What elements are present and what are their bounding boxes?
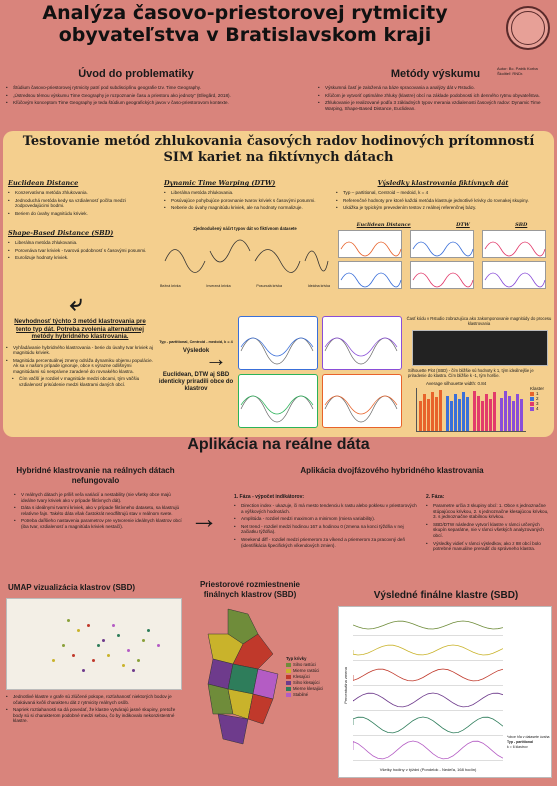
phase1-title: 1. Fáza - výpočet indikátorov: [234, 494, 305, 500]
phase1-item: • Amplitúda - rozdiel medzi maximom a minimom (miera variability). [234, 516, 419, 522]
umap-point [107, 654, 110, 657]
unsuitable-item: • Magnitúda percentuálnej zmeny odráža dynamiku objemu populácie. Ak sa v našom prípade ignoruje, obce s výrazne odlišnými magnitúdami sú nesprávne zaradené do rovnakého klastra. [6, 358, 154, 375]
umap-point [122, 664, 125, 667]
final-cluster-panel [353, 638, 503, 661]
silhouette-legend-item: 4 [530, 406, 544, 411]
phase2-title: 2. Fáza: [426, 494, 445, 500]
euclid-item: • Konzervatívna metóda zhlukovania. [8, 190, 156, 196]
unsuitable-item: • Čím väčší je rozdiel v magnitúde medzi obcami, tým väčšiu vzdialenosť prisúdenie medzi klastrami daných obcí. [12, 376, 154, 387]
curve-ideal [305, 251, 328, 271]
final-cluster-panel [353, 663, 503, 686]
results-mini-panel [410, 230, 474, 258]
umap-point [147, 629, 150, 632]
dtw-title: Dynamic Time Warping (DTW) [164, 179, 276, 187]
umap-heading: UMAP vizualizácia klastrov (SBD) [8, 583, 136, 592]
umap-item: • Napriek roztiahanosti sa dá povedať, že klastre vytvárajú jasné skupiny, pretože body sú si charakterom podobné medzi sebou, čo by indikovalo nekonzistentné klastre. [6, 707, 182, 724]
final-cluster-panel [353, 613, 503, 636]
final-figure [338, 606, 552, 778]
phase2-item: • Výsledky vidieť v rámci výsledkov, ako z 88 obcí bolo potrebné manuálne preradiť do správneho klastra. [426, 541, 552, 552]
umap-point [87, 624, 90, 627]
euclid-title: Euclidean Distance [8, 179, 79, 187]
hybrid-block [8, 466, 183, 532]
result-text: Euclidean, DTW aj SBD identicky priradili obce do klastrov [158, 372, 234, 392]
code-screenshot [412, 330, 548, 366]
results-item: • Referenčné hodnoty pre ktoré každá metóda klastruje jednotlivé krivky do rovnakej skupiny. [336, 198, 550, 204]
cluster-box [322, 374, 402, 428]
final-legend-title: Typ - partitional [507, 740, 533, 744]
final-legend [507, 735, 549, 750]
silhouette-bar [450, 401, 453, 431]
cluster-box [322, 316, 402, 370]
umap-point [67, 619, 70, 622]
results-title: Výsledky klastrovania fiktívnych dát [377, 179, 509, 187]
unsuitable-item: • Vyhľadávanie hybridného klastrovania - berie do úvahy tvar kriviek aj magnitúdu kriviek. [6, 345, 154, 356]
sbd-item: • Porovnáva tvar kriviek - tvarová podobnosť s časovými posunmi. [8, 248, 156, 254]
silhouette-bar [477, 396, 480, 431]
umap-point [112, 624, 115, 627]
final-cluster-panel [353, 713, 503, 736]
silhouette-bar [473, 391, 476, 431]
umap-item: • Jednotlivé klastre v grafe sú zlúčené pokope, rozťahanosť niektorých bodov je očakávaná kvôli charakteru dát z rytmicity reálnych osôb. [6, 694, 182, 705]
silhouette-bar [423, 394, 426, 431]
intro-heading: Úvod do problematiky [78, 68, 194, 80]
map-legend-item: Stabilné [286, 692, 332, 698]
map-legend-item: Silno rastúci [286, 662, 332, 668]
umap-point [62, 644, 65, 647]
phase2-item: • Parametre určia 3 skupiny obcí: 1. Obce s jednoznačne stúpajúcou krivkou, 2. s jednoznačne klesajúcou krivkou, 3. s jednoznačne stabilnou krivkou. [426, 503, 552, 520]
phase2-item: • SBD/DTW následne vytvorí klastre v rámci určených skupín separátne, nie v rámci všetkých analyzovaných obcí. [426, 522, 552, 539]
legend-title: Klaster [530, 386, 545, 391]
silhouette-bar [512, 401, 515, 431]
silhouette-title: Average silhouette width: 0.84 [426, 381, 487, 386]
curve-inverse [210, 240, 250, 262]
map-legend-item: Mierne rastúci [286, 668, 332, 674]
hybrid-item: • Potreba daľšieho nastavenia parametrov pre vytvorenie ideálnych klastrov obcí (iba tvar, vzdialenosť a magnitúda kriviek nestačí). [14, 518, 183, 529]
final-legend-sub: k = 6 klastrov [507, 745, 528, 749]
silhouette-bar [427, 399, 430, 431]
fict-label: Posunutá krivka [256, 284, 282, 289]
silhouette-plot [416, 388, 526, 432]
umap-point [92, 659, 95, 662]
hybrid-item: • V reálnych dátach je príliš veľa variácií a nestability (nie všetky obce majú ideálne tvary kriviek ako v prípade fiktívnych dát). [14, 492, 183, 503]
umap-point [127, 649, 130, 652]
final-panels [353, 613, 503, 763]
methods-item: • Zhlukovanie je realizované podľa 3 základných typov merania vzdialenosti časových radov: Dynamic Time Warping, Shape-Based Distance, Euclidean. [318, 100, 553, 111]
curve-normal [165, 250, 205, 273]
poster-title: Analýza časovo-priestorovej rytmicity obyvateľstva v Bratislavskom kraji [42, 2, 448, 46]
cluster-box [238, 316, 318, 370]
intro-item: • Štúdium časovo-priestorovej rytmicity patrí pod subdisciplínu geografie tzv. Time Geography. [6, 85, 266, 91]
cluster-figure [238, 316, 404, 430]
dtw-item: • Liberálna metóda zhlukovania. [164, 190, 324, 196]
results-mini-panel [482, 261, 546, 289]
silhouette-bar [431, 392, 434, 431]
silhouette-bar [435, 397, 438, 431]
umap-point [77, 629, 80, 632]
silhouette-bar [446, 396, 449, 431]
dtw-block [164, 179, 324, 213]
silhouette-bar [504, 391, 507, 431]
umap-point [52, 659, 55, 662]
code-caption: Časť kódu v Rstudio zobrazujúca ako zakomponovanie magnitúdy do procesu klastrovania [406, 316, 552, 327]
sbd-item: • Liberálna metóda zhlukovania. [8, 240, 156, 246]
results-item: • Ukážka je typickým prevedením testov z reálnej referenčnej bázy. [336, 205, 550, 211]
silhouette-bar [520, 399, 523, 431]
phase2-block [426, 494, 552, 554]
methods-heading: Metódy výskumu [390, 68, 481, 80]
phase1-item: • Weekend diff - rozdiel medzi priemerom za víkend a priemerom za pracovný deň (identifikácia špecifických víkendových zmien). [234, 537, 419, 548]
fictitious-curves [160, 233, 330, 279]
results-col-dtw: DTW [456, 222, 470, 228]
umap-notes [6, 694, 182, 726]
final-ylabel: Percentuálna zmena [343, 667, 348, 704]
down-arrow-icon: ⤶ [70, 290, 83, 315]
final-heading: Výsledné finálne klastre (SBD) [373, 590, 519, 601]
euclid-item: • Jednoduchá metóda kedy sa vzdialenosť počíta medzi zodpovedajúcimi bodmi. [8, 198, 156, 209]
fict-label: Bežná krivka [160, 284, 181, 289]
silhouette-bar [466, 397, 469, 431]
silhouette-legend [530, 386, 544, 411]
right-arrow-icon: → [205, 346, 227, 371]
map-municipality [228, 664, 258, 694]
map-legend-item: Klesajúci [286, 674, 332, 680]
umap-point [82, 669, 85, 672]
silhouette-bar [489, 399, 492, 431]
curve-shifted [255, 250, 300, 273]
map-legend-title: Typ krivky [286, 656, 307, 661]
result-label: Výsledok [182, 348, 210, 354]
final-cluster-panel [353, 738, 503, 761]
silhouette-legend-item: 1 [530, 391, 544, 396]
phase1-block [234, 494, 419, 550]
silhouette-bar [439, 390, 442, 431]
map-municipality [218, 714, 248, 744]
umap-point [117, 634, 120, 637]
map-legend [286, 656, 332, 698]
silhouette-bar [508, 396, 511, 431]
right-arrow-icon: → [190, 503, 218, 534]
final-xlabel: Všetky hodiny v týždni (Pondelok - Nedeľa, 168 hodín) [379, 767, 477, 772]
map-legend-item: Silno klesajúci [286, 680, 332, 686]
silhouette-bar [419, 401, 422, 431]
silhouette-bar [493, 392, 496, 431]
unsuitable-heading: Nevhodnosť týchto 3 metód klastrovania pre tento typ dát. Potreba zvolenia alternatívnej metódy hybridného klastrovania. [14, 318, 146, 340]
advisor-line: Školiteľ: RNDr. [497, 71, 524, 76]
dtw-item: • Neberie do úvahy magnitúdu kriviek, ale na hodnoty normalizuje. [164, 205, 324, 211]
twophase-block [232, 466, 552, 476]
final-cluster-panel [353, 688, 503, 711]
testing-heading: Testovanie metód zhlukovania časových radov hodinových prítomností SIM kariet na fiktívnych dátach [22, 134, 535, 165]
results-mini-panel [338, 230, 402, 258]
map-legend-item: Mierne klesajúci [286, 686, 332, 692]
author-line: Autor: Bc. Patrik Korba [497, 66, 538, 71]
umap-point [97, 644, 100, 647]
results-mini-panel [338, 261, 402, 289]
region-map [188, 604, 288, 754]
results-block [336, 179, 550, 213]
results-item: • Typ – partitional, Centroid – medoid, k = 4 [336, 190, 550, 196]
umap-point [102, 639, 105, 642]
silhouette-bar [485, 394, 488, 431]
silhouette-note: Silhouette Plot (SBD) - čím bližšie sú hodnoty k 1, tým ideálnejšie je priradenie do klastra. Čím bližšie k -1, tým horšie. [408, 368, 534, 379]
results-col-sbd: SBD [515, 222, 528, 228]
silhouette-bar [458, 399, 461, 431]
cluster-box [238, 374, 318, 428]
spatial-heading: Priestorové rozmiestnenie finálnych klastrov (SBD) [199, 580, 301, 599]
phase1-item: • Direction index - ukazuje, či má mesto tendenciu k rastu alebo poklesu v priestorových a výškových hodnotách. [234, 503, 419, 514]
silhouette-bar [454, 394, 457, 431]
methods-item: • Výskumná časť je založená na báze spracovania a analýzy dát v Rstudio. [318, 85, 553, 91]
umap-point [132, 669, 135, 672]
fict-label: Ideálna krivka [307, 284, 330, 289]
euclid-block [8, 179, 156, 218]
silhouette-bar [516, 394, 519, 431]
dtw-item: • Posúvajúce pohybujúce porovnanie tvarov kriviek s časovými posunmi. [164, 198, 324, 204]
hybrid-item: • Dáta s ideálnymi tvarmi kriviek, ako v prípade fiktívneho datasetu, sa klastrujú relatívne fajn. Takéto dáta však častokrát neodfiltrujú stav v reálnom svete. [14, 505, 183, 516]
fictitious-sketch [160, 226, 330, 288]
sbd-item: • Eurolizuje hodnoty kriviek. [8, 255, 156, 261]
fict-label: Inverzná krivka [206, 284, 231, 289]
phase1-item: • Net trend - rozdiel medzi hodinou 167 a hodinou 0 (zmena na konci týždňa v nej začiatku týždňa). [234, 524, 419, 535]
intro-section [6, 68, 266, 108]
umap-point [142, 639, 145, 642]
fictitious-caption: Zjednodušený náčrt typov dát vo fiktívnom datasete [193, 226, 297, 231]
euclid-item: • Beriem do úvahy magnitúdu kriviek. [8, 211, 156, 217]
results-mini-panel [410, 261, 474, 289]
silhouette-legend-item: 3 [530, 401, 544, 406]
results-col-euclid: Euclidean Distance [356, 222, 411, 228]
university-logo [506, 6, 550, 50]
results-grid [334, 230, 550, 292]
params-text: Typ - partitional, Centroid - medoid, k = 4 [159, 340, 233, 344]
umap-point [137, 659, 140, 662]
results-mini-panel [482, 230, 546, 258]
silhouette-bar [500, 398, 503, 431]
unsuitable-block [6, 318, 154, 390]
silhouette-bar [462, 392, 465, 431]
application-heading: Aplikácia na reálne dáta [187, 436, 370, 453]
silhouette-bar [481, 401, 484, 431]
intro-item: • „Ústredsou témou výskumu Time Geography je rozpoznanie času a priestoru ako jednoty“ (Ellegård, 2018). [6, 93, 266, 99]
umap-point [72, 654, 75, 657]
sbd-title: Shape-Based Distance (SBD) [8, 229, 114, 237]
silhouette-legend-item: 2 [530, 396, 544, 401]
methods-item: • Kľúčom je vytvoriť optimálne zhluky (klastre) obcí na základe podobnosti ich denného rytmu obyvateľstva. [318, 93, 553, 99]
methods-section [318, 68, 553, 113]
twophase-heading: Aplikácia dvojfázového hybridného klastrovania [300, 466, 484, 475]
sbd-block [8, 229, 156, 263]
umap-point [157, 644, 160, 647]
umap-plot [6, 598, 182, 690]
intro-item: • Kľúčovým konceptom Time Geography je teda štúdium geografických javov v časo-priestorovom kontexte. [6, 100, 266, 106]
hybrid-heading: Hybridné klastrovanie na reálnych dátach nefungovalo [16, 466, 175, 485]
final-note: *obce hľa v datasete úvaha [507, 735, 550, 739]
